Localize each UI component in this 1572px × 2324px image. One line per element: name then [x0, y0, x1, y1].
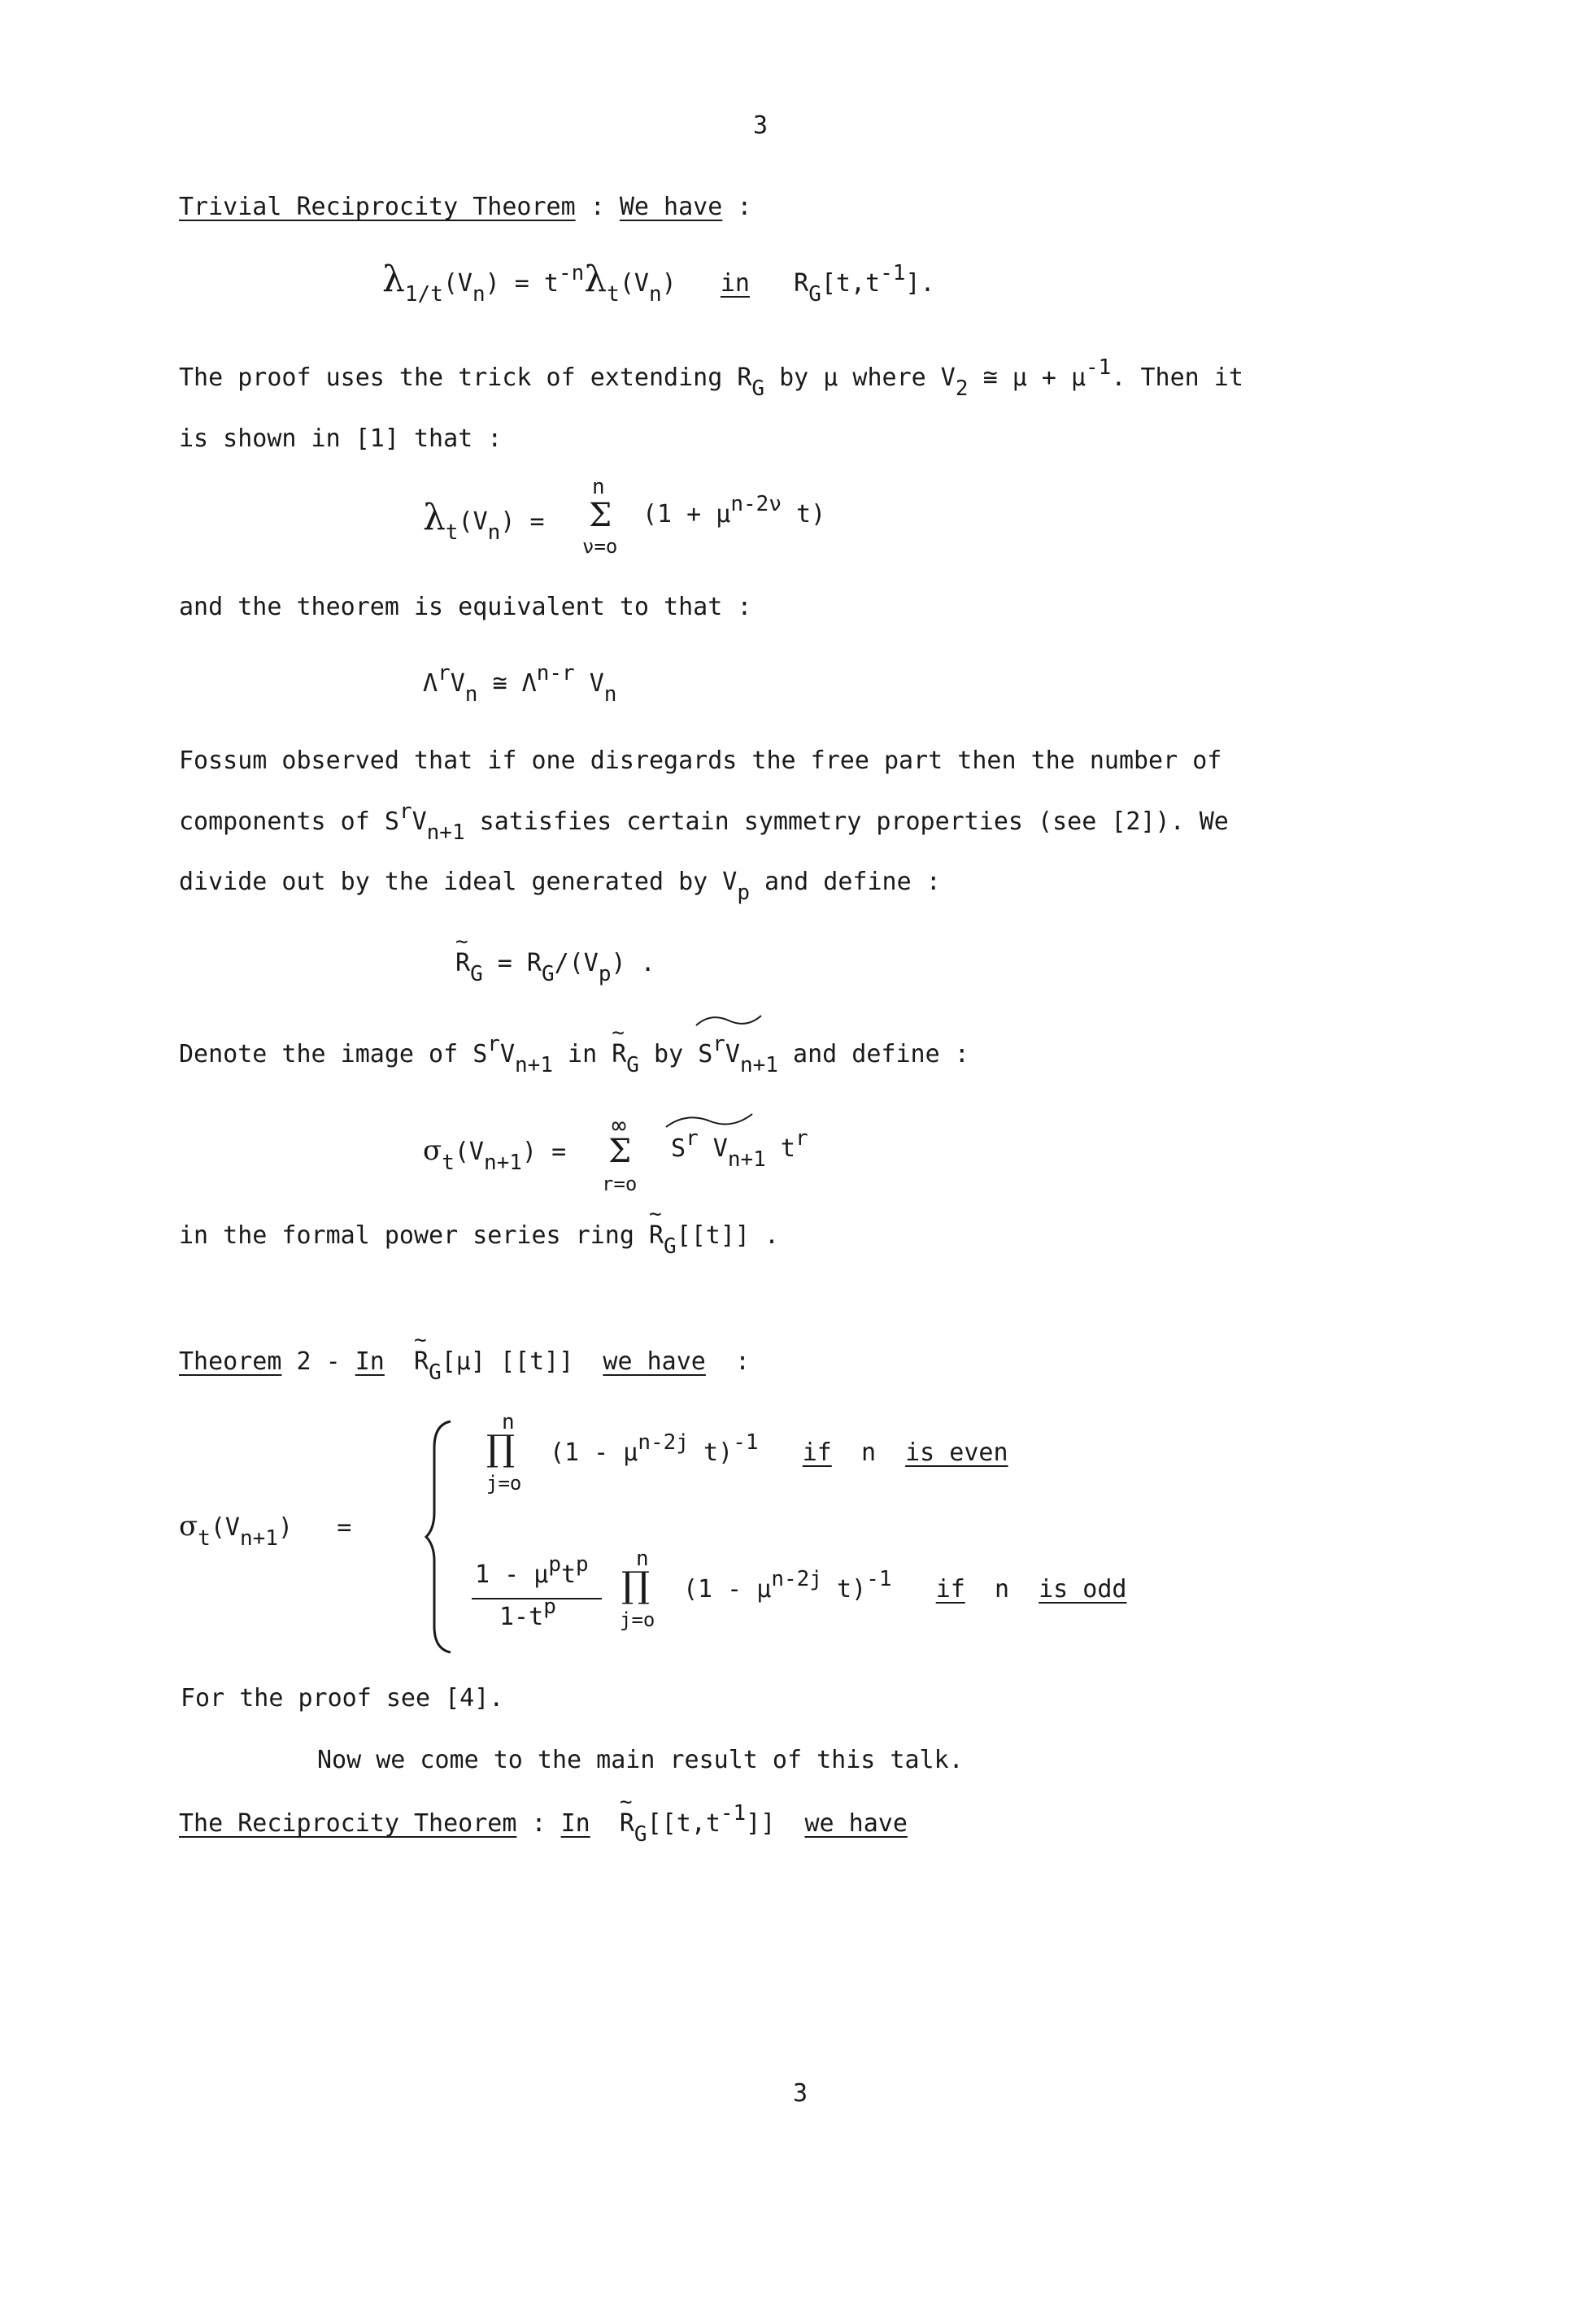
case1-body-a: (1 - µ [550, 1438, 638, 1467]
equals-rtilde: = [497, 949, 512, 977]
page-number-top: 3 [753, 111, 769, 140]
case2-body-a: (1 - µ [683, 1575, 772, 1604]
ring-sub: G [808, 282, 821, 307]
reciprocity-ring-a: [[t,t [647, 1809, 721, 1838]
case2-num-exp2: p [576, 1552, 589, 1577]
equation-trivial [382, 259, 935, 307]
theorem2-tilde: ~ [414, 1328, 427, 1352]
theorem2-r: R [414, 1347, 429, 1376]
formal-r-sub: G [664, 1234, 677, 1259]
t2-equals: = [337, 1513, 352, 1542]
t2-arg-sub: n+1 [240, 1526, 278, 1551]
sigma-func: σ [423, 1134, 442, 1167]
page-number-bottom: 3 [793, 2079, 808, 2108]
theorem2-num: 2 - [281, 1347, 355, 1376]
sigma-symbol: Σ [589, 497, 612, 534]
sigma-func-sub: t [442, 1151, 455, 1175]
proof-text-d: . Then it [1111, 363, 1243, 392]
heading-sep: : [590, 193, 605, 221]
sigma-close: ) [521, 1138, 538, 1166]
arg-sub-2: n [648, 282, 662, 307]
denote-b: in [552, 1040, 612, 1068]
we-have: We have [619, 193, 723, 221]
equals-3: = [529, 507, 545, 536]
sigma-t-exp: r [795, 1126, 808, 1151]
reciprocity-we-have: we have [804, 1809, 908, 1838]
proof-line-1 [179, 355, 1243, 401]
arg-3: (V [458, 507, 488, 536]
case1-body-exp: n-2j [638, 1430, 689, 1455]
denote-a: Denote the image of S [179, 1040, 488, 1068]
case2-fraction-bar [472, 1598, 602, 1599]
case2-prod: ∏ [621, 1565, 651, 1606]
equals: = [514, 269, 529, 298]
formal-tilde: ~ [648, 1202, 662, 1226]
in-word: in [720, 269, 750, 298]
sigma-v-sub: n+1 [727, 1147, 766, 1172]
sum-lower: ν=o [582, 535, 618, 558]
sum-body-exp: n-2ν [730, 492, 782, 516]
case2-body [683, 1567, 1127, 1604]
v-2-sub: n [603, 682, 617, 707]
proof-text-sub2: 2 [955, 376, 969, 401]
fossum-3-sub: p [737, 881, 750, 905]
denote-r: R [612, 1040, 627, 1068]
ring: R [794, 269, 809, 298]
heading-colon: : [737, 193, 752, 221]
theorem2-heading [179, 1328, 751, 1385]
sigma-arg-sub: n+1 [484, 1151, 522, 1175]
fossum-2-v: V [412, 807, 427, 836]
case1-body [550, 1430, 1008, 1467]
formal-r: R [648, 1221, 664, 1250]
denote-s-exp: r [712, 1032, 725, 1056]
denote-s: S [698, 1040, 713, 1068]
sum-body: (1 + µ [642, 500, 731, 529]
arg-sub-3: n [487, 520, 501, 545]
ring-close: ]. [905, 269, 935, 298]
equation-wedge [423, 661, 617, 707]
trivial-theorem-title: Trivial Reciprocity Theorem [179, 193, 576, 221]
reciprocity-r-sub: G [634, 1822, 647, 1847]
equivalence-text: and the theorem is equivalent to that : [179, 593, 752, 621]
ring-arg: [t,t [821, 269, 881, 298]
arg-2: (V [619, 269, 649, 298]
case2-den: 1-t [499, 1603, 544, 1631]
left-brace [423, 1415, 455, 1659]
theorem2-ring: [µ] [[t]] [441, 1347, 574, 1376]
quotient-close: ) . [611, 949, 655, 977]
formal-line [179, 1202, 780, 1259]
lambda-sub-2: t [607, 282, 620, 307]
fossum-line-3 [179, 868, 941, 905]
r-tilde-sub: G [470, 962, 483, 986]
sigma-equals: = [551, 1138, 567, 1166]
reciprocity-ring-exp: -1 [720, 1801, 747, 1826]
denote-tilde: ~ [612, 1021, 625, 1045]
case2-if: if [935, 1575, 965, 1604]
formal-a: in the formal power series ring [179, 1221, 649, 1250]
denote-a-v: V [499, 1040, 516, 1068]
sigma-t: t [780, 1134, 795, 1163]
equation-rtilde [455, 929, 655, 986]
fossum-2-exp: r [398, 799, 412, 824]
sum-symbol: Σ [608, 1133, 632, 1170]
case1-if: if [802, 1438, 832, 1467]
sigma-arg: (V [454, 1138, 484, 1166]
t-base: t [543, 269, 559, 298]
fossum-2b: satisfies certain symmetry properties (see [2]). We [464, 807, 1229, 836]
case1-prod: ∏ [486, 1428, 516, 1469]
main-result-text: Now we come to the main result of this talk. [317, 1746, 964, 1774]
lambda-symbol-2: λ [584, 259, 607, 300]
fossum-2a: components of S [179, 807, 399, 836]
proof-reference: For the proof see [4]. [181, 1684, 504, 1713]
proof-text-b: by µ where V [764, 363, 956, 392]
case1-cond: is even [905, 1438, 1008, 1467]
lambda-symbol: λ [382, 259, 405, 300]
formal-b: [[t]] . [676, 1221, 780, 1250]
denote-line [179, 1021, 969, 1077]
denote-s-v: V [725, 1040, 740, 1068]
reciprocity-r: R [619, 1809, 634, 1838]
reciprocity-tilde: ~ [619, 1790, 633, 1814]
wedge-2-exp: n-r [536, 661, 575, 685]
reciprocity-heading [179, 1790, 908, 1847]
denote-d: and define : [777, 1040, 969, 1068]
case2-numerator [475, 1552, 589, 1589]
quotient: /(V [554, 949, 599, 977]
tilde-mark: ~ [455, 929, 468, 954]
denote-a-sub: n+1 [515, 1053, 553, 1077]
case2-cond: is odd [1039, 1575, 1127, 1604]
wide-tilde-2 [664, 1112, 754, 1130]
denote-s-sub: n+1 [739, 1053, 778, 1077]
case1-body-close: t) [689, 1438, 734, 1467]
fossum-line-1: Fossum observed that if one disregards the free part then the number of [179, 746, 1222, 775]
trivial-theorem-heading [179, 195, 751, 220]
wedge-2: Λ [521, 669, 537, 698]
lambda-sub-3: t [445, 520, 459, 545]
case2-num-exp1: p [548, 1552, 561, 1577]
t2-sigma-sub: t [198, 1526, 211, 1551]
theorem2-lhs [179, 1510, 352, 1551]
case2-den-exp: p [543, 1595, 556, 1619]
case2-close-exp: -1 [866, 1567, 892, 1591]
proof-text-sub: G [751, 376, 765, 401]
case2-prod-lower: j=o [620, 1608, 655, 1631]
v-1: V [450, 669, 465, 698]
cong-symbol: ≅ [492, 669, 507, 698]
proof-line-2: is shown in [1] that : [179, 424, 503, 453]
case1-close-exp: -1 [733, 1430, 759, 1455]
arg: (V [442, 269, 472, 298]
v-1-sub: n [464, 682, 478, 707]
case2-body-exp: n-2j [771, 1567, 822, 1591]
wedge-1: Λ [423, 669, 438, 698]
sigma-s: S [671, 1134, 686, 1163]
case2-prod-upper: n [636, 1547, 649, 1571]
fossum-3b: and define : [750, 868, 941, 896]
denote-c: by [638, 1040, 699, 1068]
reciprocity-title: The Reciprocity Theorem [179, 1809, 517, 1838]
sigma-v: V [712, 1134, 728, 1163]
r-base: R [526, 949, 542, 977]
denote-r-sub: G [626, 1053, 639, 1077]
r-base-sub: G [541, 962, 555, 986]
case2-num-a: 1 - µ [475, 1560, 549, 1589]
theorem2-we-have: we have [603, 1347, 706, 1376]
case2-denominator [499, 1595, 556, 1631]
sum-upper: n [592, 475, 605, 499]
case1-n: n [860, 1438, 876, 1467]
reciprocity-sep: : [531, 1809, 546, 1838]
case1-prod-lower: j=o [486, 1472, 522, 1495]
quotient-sub: p [598, 962, 612, 986]
fossum-3a: divide out by the ideal generated by V [179, 868, 738, 896]
lambda-symbol-3: λ [423, 497, 446, 538]
case2-n: n [994, 1575, 1009, 1604]
t-exp: -n [558, 261, 585, 285]
theorem2-colon: : [734, 1347, 751, 1376]
reciprocity-in: In [560, 1809, 590, 1838]
fossum-2-sub: n+1 [426, 820, 465, 845]
v-2: V [589, 669, 604, 698]
wedge-1-exp: r [438, 661, 451, 685]
arg-sub: n [472, 282, 486, 307]
arg-close-3: ) [500, 507, 516, 536]
sum-body-close: t) [782, 500, 826, 529]
proof-text-a: The proof uses the trick of extending R [179, 363, 752, 392]
t2-sigma: σ [179, 1510, 198, 1543]
denote-a-exp: r [487, 1032, 500, 1056]
theorem2-title: Theorem [179, 1347, 282, 1376]
case2-body-close: t) [822, 1575, 867, 1604]
wide-tilde [695, 1012, 763, 1029]
sum-lower-r: r=o [602, 1173, 638, 1195]
theorem2-in: In [355, 1347, 385, 1376]
t2-arg: (V [210, 1513, 240, 1542]
proof-text-c: ≅ µ + µ [968, 363, 1086, 392]
ring-exp: -1 [880, 261, 906, 285]
reciprocity-ring-b: ]] [746, 1809, 776, 1838]
lambda-sub: 1/t [404, 282, 443, 307]
sigma-s-exp: r [686, 1126, 699, 1151]
case2-num-t: t [560, 1560, 577, 1589]
sum-upper-inf: ∞ [612, 1112, 627, 1140]
r-tilde: R [455, 949, 471, 977]
proof-text-exp: -1 [1086, 355, 1112, 380]
theorem2-r-sub: G [429, 1360, 442, 1385]
arg-close: ) [485, 269, 500, 298]
fossum-line-2 [179, 799, 1229, 845]
arg-close-2: ) [661, 269, 677, 298]
case1-prod-upper: n [502, 1410, 515, 1434]
t2-close: ) [277, 1513, 294, 1542]
